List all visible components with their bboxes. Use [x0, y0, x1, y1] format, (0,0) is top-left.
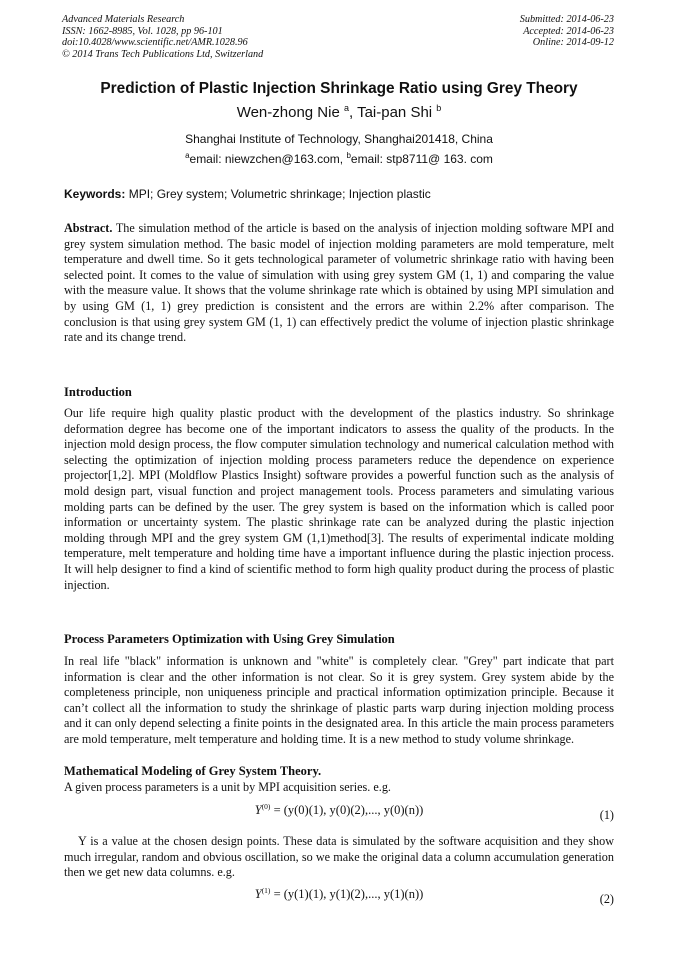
modeling-intro: A given process parameters is a unit by MPI acquisition series. e.g. [64, 780, 391, 794]
email-a[interactable]: email: niewzchen@163.com, [189, 152, 347, 166]
equation-1-lhs: Y [254, 803, 262, 818]
email-line [40, 151, 638, 166]
email-b[interactable]: email: stp8711@ 163. com [350, 152, 493, 166]
submitted-date: Submitted: 2014-06-23 [519, 14, 614, 25]
abstract-text: The simulation method of the article is based on the analysis of injection molding software MPI and grey system simulation method. The basic model of injection molding parameters are mold temperature, melt temperature and dwell time. So it gets technological parameter of volumetric shrinkage ratio with having been selected point. It comes to the value of simulation with using grey system GM (1, 1) and comparing the value with the measure value. It shows that the volume shrinkage rate which is obtained by using MPI simulation and by using GM (1, 1) grey prediction is consistent and the errors are within 2.2% after comparison. The conclusion is that using grey system GM (1, 1) can effectively predict the volume of injection plastic shrinkage rate and its change trend. [64, 221, 614, 345]
author-line [40, 103, 638, 121]
modeling-heading: Mathematical Modeling of Grey System Theory. [64, 764, 322, 778]
online-date: Online: 2014-09-12 [532, 37, 614, 49]
equation-2-number: (2) [599, 892, 614, 906]
abstract [64, 221, 614, 346]
keywords-label: Keywords: [64, 187, 126, 201]
running-header-right [520, 14, 614, 49]
author-1-mark: a [343, 103, 349, 113]
equation-1-number: (1) [599, 808, 614, 822]
process-text: In real life "black" information is unknown and "white" is completely clear. "Grey" part indicate that part information is clear and the other information is not clear. So it is grey system. Grey system abide by the completeness principle, non uniqueness principle and practical information optimization principle. Because it can’t collect all the information to study the shrinkage of plastic parts warp during injection molding process and it can only depend selecting a finite points in the designated area. In this article the main process parameters are mold temperature, melt temperature and holding time. It is a new method to study volume shrinkage. [64, 654, 614, 746]
author-1: Wen-zhong Nie [236, 104, 340, 121]
process-heading: Process Parameters Optimization with Using Grey Simulation [64, 632, 395, 646]
journal-name: Advanced Materials Research [62, 14, 185, 25]
introduction-text: Our life require high quality plastic product with the development of the plastics industry. So shrinkage deformation degree has become one of the important indicators to assess the quality of the products. In the injection mold design process, the flow computer simulation technology and numerical calculation method with selecting the optimization of injection molding process parameters reduce the dependence on experience projector[1,2]. MPI (Moldflow Plastics Insight) software provides a powerful function such as the analysis of mold design part, visual function and project management tools. Process parameters and simulating various molding parts can be defined by the user. The grey system is based on the information which is called poor information or uncertainty system. The plastic shrinkage rate can be analyzed during the plastic injection molding through MPI and the grey system GM (1,1)method[3]. The results of experimental indicate molding temperature, melt temperature and holding time have a important influence during the plastic injection process. It will help designer to find a kind of scientific method to form high quality product during the process of plastic injection. [64, 406, 614, 592]
introduction-heading: Introduction [64, 385, 132, 399]
running-header-left [62, 14, 263, 60]
email-b-mark: b [346, 151, 351, 160]
abstract-label: Abstract. [64, 221, 113, 235]
affiliation: Shanghai Institute of Technology, Shanghai201418, China [185, 132, 493, 146]
keywords [64, 187, 614, 201]
copyright: © 2014 Trans Tech Publications Ltd, Switzerland [62, 48, 264, 60]
equation-2-sup: (1) [261, 886, 271, 895]
paper-title: Prediction of Plastic Injection Shrinkage Ratio using Grey Theory [100, 80, 578, 97]
accepted-date: Accepted: 2014-06-23 [523, 25, 614, 37]
doi: doi:10.4028/www.scientific.net/AMR.1028.96 [62, 37, 248, 49]
equation-1-rhs: = (y(0)(1), y(0)(2),..., y(0)(n)) [270, 803, 424, 818]
equation-2-rhs: = (y(1)(1), y(1)(2),..., y(1)(n)) [270, 887, 424, 902]
email-a-mark: a [185, 151, 190, 160]
equation-1-sup: (0) [261, 802, 271, 811]
equation-1-expression [64, 802, 614, 818]
keywords-text: MPI; Grey system; Volumetric shrinkage; Injection plastic [125, 187, 431, 201]
modeling-paragraph-2: Y is a value at the chosen design points. These data is simulated by the software acquisition and they show much irregular, random and obvious oscillation, so we make the original data a column accumulation generation then we get new data columns. e.g. [64, 834, 614, 880]
author-separator: , [349, 104, 358, 121]
author-2-mark: b [436, 103, 442, 113]
equation-2 [64, 884, 614, 906]
equation-1 [64, 800, 614, 822]
equation-2-lhs: Y [254, 887, 262, 902]
equation-2-expression [64, 886, 614, 902]
author-2: Tai-pan Shi [357, 104, 433, 121]
issn-info: ISSN: 1662-8985, Vol. 1028, pp 96-101 [62, 25, 223, 37]
